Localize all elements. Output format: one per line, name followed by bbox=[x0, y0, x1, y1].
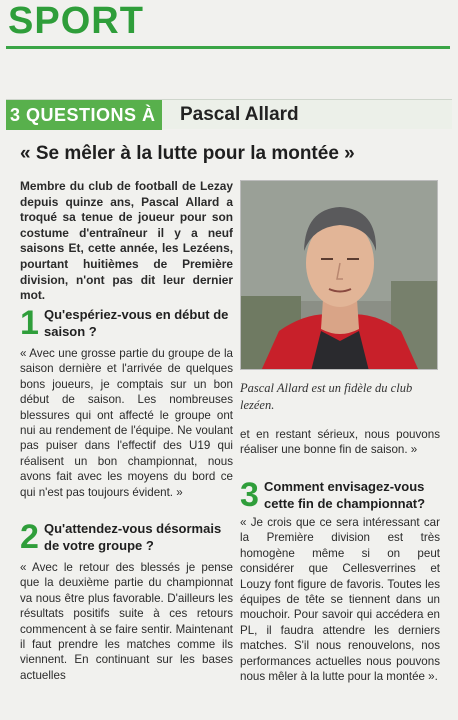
answer-text: « Je crois que ce sera intéressant car la Première division est très homogène même si on peut considérer que Cellesverrines et Louzy font figure de favoris. Toutes les équipes de tête se tiennent dans un mouchoir. Pour savoir qui accédera en PL, il faudra attendre les derniers matches. S'il nous renouvelons, nos performances actuelles nous pouvons nous mêler à la lutte pour la montée ». bbox=[240, 516, 440, 684]
question-number: 1 bbox=[20, 304, 39, 342]
question-2 bbox=[20, 520, 234, 556]
question-1 bbox=[20, 306, 234, 342]
question-number: 2 bbox=[20, 518, 39, 556]
question-title: Comment envisagez-vous cette fin de championnat? bbox=[264, 479, 426, 511]
interview-band bbox=[6, 99, 452, 129]
section-rule bbox=[6, 46, 450, 49]
headline: « Se mêler à la lutte pour la montée » bbox=[20, 143, 355, 164]
photo-caption: Pascal Allard est un fidèle du club lezéen. bbox=[240, 381, 413, 412]
question-title: Qu'espériez-vous en début de saison ? bbox=[44, 307, 229, 339]
question-title: Qu'attendez-vous désormais de votre groupe ? bbox=[44, 521, 222, 553]
interviewee-name: Pascal Allard bbox=[180, 104, 299, 125]
answer-text: « Avec le retour des blessés je pense que la deuxième partie du championnat va nous être plus favorable. D'ailleurs les résultats positifs suite à ces retours commencent à se faire sentir. Maintenant il faut prendre les matches comme ils viennent. En continuant sur les bases actuelles bbox=[20, 561, 233, 682]
answer-continued-text: et en restant sérieux, nous pouvons réaliser une bonne fin de saison. » bbox=[240, 428, 440, 457]
section-title: SPORT bbox=[8, 0, 144, 42]
question-number: 3 bbox=[240, 476, 259, 514]
question-3 bbox=[240, 478, 440, 514]
lead-paragraph: Membre du club de football de Lezay depuis quinze ans, Pascal Allard a troqué sa tenue de joueur pour son costume d'entraîneur il y a neuf saisons Et, cette année, les Lezéens, pourtant huitièmes de Première division, n'ont pas dit leur dernier mot. bbox=[20, 179, 233, 303]
band-tag: 3 QUESTIONS À bbox=[6, 100, 162, 130]
portrait-photo bbox=[240, 180, 438, 370]
answer-text: « Avec une grosse partie du groupe de la saison dernière et l'arrivée de quelques bons joueurs, je comptais sur un bon début de saison. Les nombreuses blessures qui ont affecté le groupe ont nui au rendement de l'équipe. Ne voulant pas puiser dans l'effectif des U19 qui réalisent un bon championnat, nous avons fait avec les moyens du bord ce qui n'est pas toujours évident. » bbox=[20, 347, 233, 499]
